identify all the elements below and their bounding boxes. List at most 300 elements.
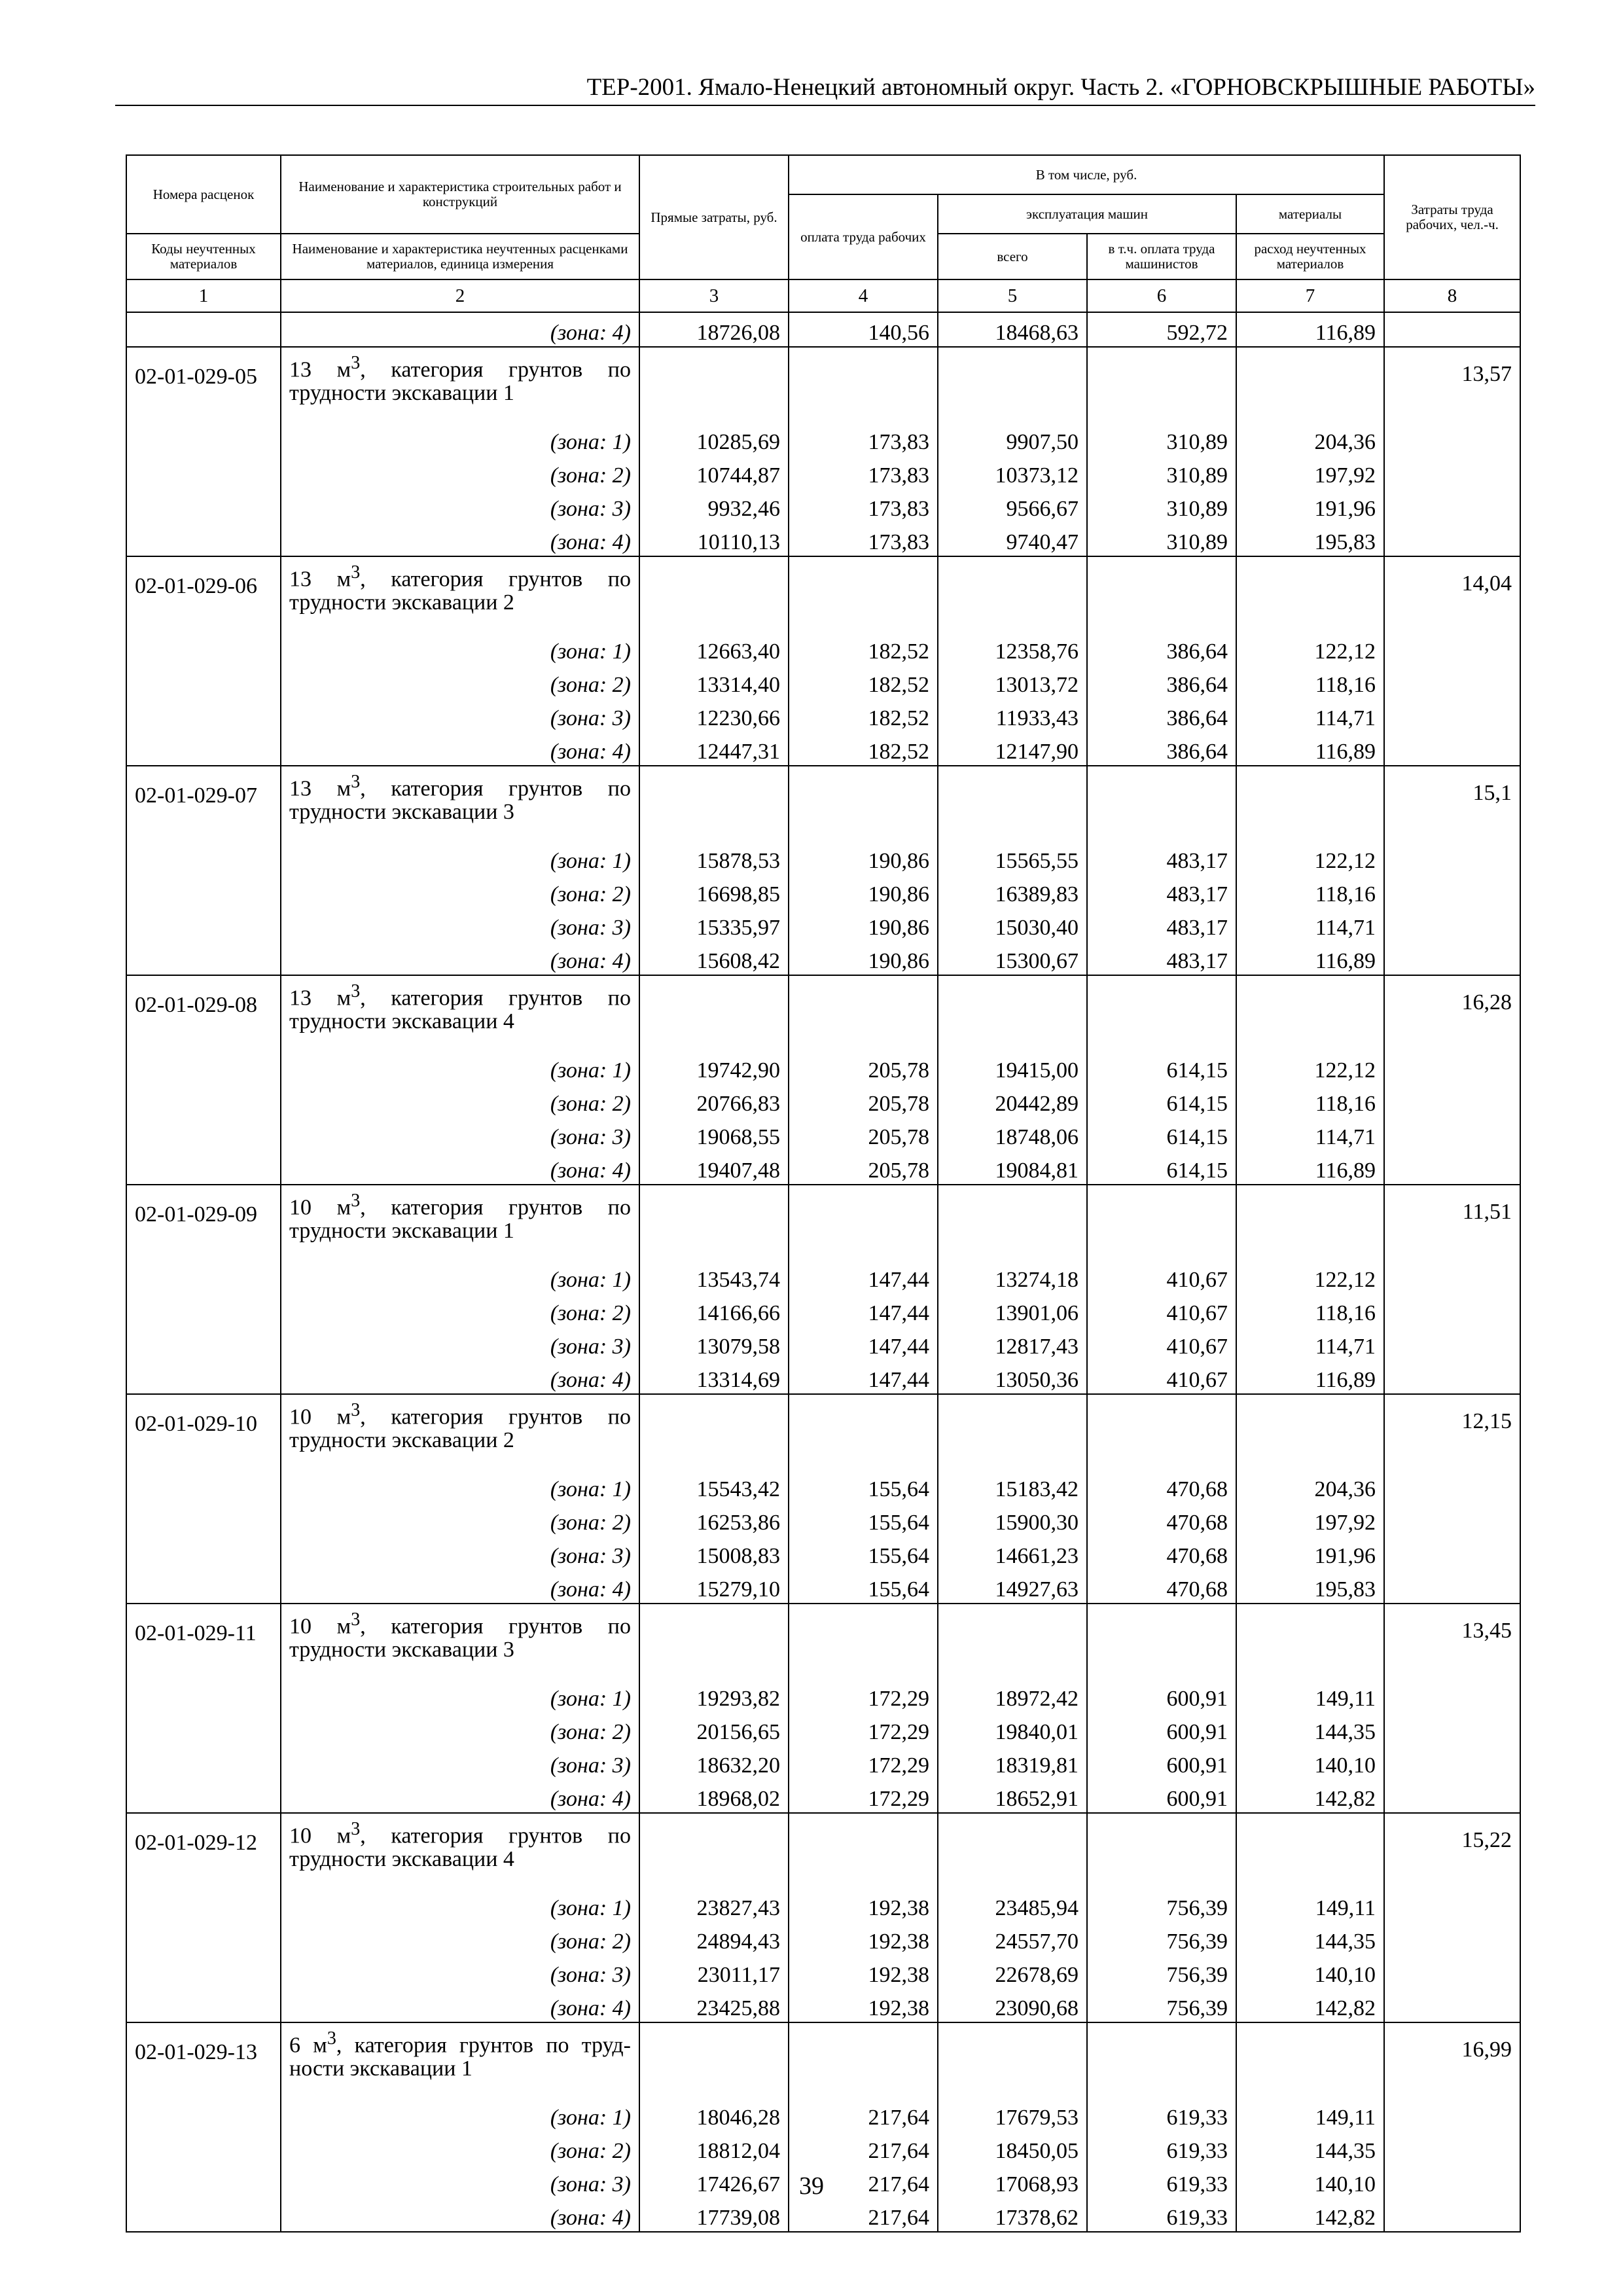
direct-costs-value: 16698,85 — [639, 874, 789, 908]
empty-cell — [1087, 975, 1236, 1050]
zone-label: (зона: 3) — [281, 1117, 639, 1151]
machines-total-value: 12358,76 — [938, 632, 1087, 665]
wages-value: 192,38 — [789, 1955, 938, 1988]
direct-costs-value: 15878,53 — [639, 841, 789, 874]
zone-row — [126, 1679, 1520, 1712]
labor-cell — [1384, 1779, 1520, 1813]
operator-wages-value: 619,33 — [1087, 2164, 1236, 2198]
materials-value: 142,82 — [1236, 2198, 1384, 2232]
header-work-name: Наименование и характеристика строительных работ и конструкций — [281, 155, 639, 234]
operator-wages-value: 410,67 — [1087, 1293, 1236, 1327]
work-description — [281, 766, 639, 841]
empty-cell — [1236, 347, 1384, 422]
zone-row — [126, 1503, 1520, 1536]
rate-code-cell — [126, 1293, 281, 1327]
operator-wages-value: 600,91 — [1087, 1779, 1236, 1813]
zone-label: (зона: 2) — [281, 1503, 639, 1536]
wages-value: 190,86 — [789, 941, 938, 975]
direct-costs-value: 16253,86 — [639, 1503, 789, 1536]
materials-value: 149,11 — [1236, 2098, 1384, 2131]
wages-value: 172,29 — [789, 1712, 938, 1746]
zone-row — [126, 1922, 1520, 1955]
empty-cell — [938, 766, 1087, 841]
description-text: , категория грунтов по трудности экскавации 2 — [289, 1405, 631, 1453]
labor-value: 14,04 — [1384, 556, 1520, 632]
wages-value: 182,52 — [789, 698, 938, 732]
rate-title-row — [126, 1185, 1520, 1260]
work-description — [281, 2022, 639, 2098]
volume-text: 10 м — [289, 1823, 351, 1848]
rate-code-cell — [126, 665, 281, 698]
page-number: 39 — [799, 2172, 824, 2200]
labor-cell — [1384, 1712, 1520, 1746]
rate-title-row — [126, 1604, 1520, 1679]
zone-row — [126, 874, 1520, 908]
empty-cell — [789, 975, 938, 1050]
zone-label: (зона: 1) — [281, 1050, 639, 1084]
direct-costs-value: 18726,08 — [639, 312, 789, 347]
labor-value: 15,22 — [1384, 1813, 1520, 1888]
zone-label: (зона: 4) — [281, 1360, 639, 1394]
empty-cell — [938, 347, 1087, 422]
wages-value: 205,78 — [789, 1050, 938, 1084]
machines-total-value: 14661,23 — [938, 1536, 1087, 1570]
empty-cell — [938, 1604, 1087, 1679]
rate-code-cell — [126, 2198, 281, 2232]
operator-wages-value: 310,89 — [1087, 422, 1236, 456]
wages-value: 217,64 — [789, 2164, 938, 2198]
header-including: В том числе, руб. — [789, 155, 1384, 194]
materials-value: 116,89 — [1236, 312, 1384, 347]
wages-value: 217,64 — [789, 2131, 938, 2164]
zone-row — [126, 908, 1520, 941]
direct-costs-value: 12230,66 — [639, 698, 789, 732]
direct-costs-value: 18968,02 — [639, 1779, 789, 1813]
operator-wages-value: 386,64 — [1087, 698, 1236, 732]
zone-label: (зона: 3) — [281, 1327, 639, 1360]
materials-value: 114,71 — [1236, 1117, 1384, 1151]
header-direct-costs: Прямые затраты, руб. — [639, 155, 789, 279]
labor-cell — [1384, 1570, 1520, 1604]
zone-row — [126, 1779, 1520, 1813]
work-description — [281, 1185, 639, 1260]
operator-wages-value: 600,91 — [1087, 1746, 1236, 1779]
direct-costs-value: 15008,83 — [639, 1536, 789, 1570]
carry-over-row — [126, 312, 1520, 347]
volume-exponent: 3 — [351, 562, 361, 583]
direct-costs-value: 15279,10 — [639, 1570, 789, 1604]
rate-title-row — [126, 556, 1520, 632]
machines-total-value: 13013,72 — [938, 665, 1087, 698]
labor-cell — [1384, 1117, 1520, 1151]
column-number: 1 — [126, 279, 281, 312]
volume-text: 13 м — [289, 567, 351, 592]
zone-label: (зона: 3) — [281, 489, 639, 522]
machines-total-value: 22678,69 — [938, 1955, 1087, 1988]
zone-label: (зона: 2) — [281, 874, 639, 908]
zone-row — [126, 1084, 1520, 1117]
materials-value: 204,36 — [1236, 1469, 1384, 1503]
zone-row — [126, 1888, 1520, 1922]
materials-value: 118,16 — [1236, 1293, 1384, 1327]
zone-label: (зона: 1) — [281, 422, 639, 456]
wages-value: 182,52 — [789, 665, 938, 698]
volume-text: 10 м — [289, 1405, 351, 1429]
wages-value: 155,64 — [789, 1469, 938, 1503]
wages-value: 147,44 — [789, 1293, 938, 1327]
zone-label: (зона: 1) — [281, 1260, 639, 1293]
zone-label: (зона: 4) — [281, 1570, 639, 1604]
empty-cell — [938, 1394, 1087, 1469]
rate-code-cell — [126, 732, 281, 766]
rate-code-cell — [126, 2098, 281, 2131]
zone-row — [126, 2131, 1520, 2164]
direct-costs-value: 12447,31 — [639, 732, 789, 766]
empty-cell — [1087, 1604, 1236, 1679]
operator-wages-value: 386,64 — [1087, 665, 1236, 698]
rate-code-cell — [126, 1570, 281, 1604]
operator-wages-value: 310,89 — [1087, 456, 1236, 489]
direct-costs-value: 17426,67 — [639, 2164, 789, 2198]
labor-cell — [1384, 1536, 1520, 1570]
materials-value: 140,10 — [1236, 2164, 1384, 2198]
zone-label: (зона: 2) — [281, 456, 639, 489]
volume-exponent: 3 — [351, 1191, 361, 1211]
description-text: , категория грунтов по трудности экскавации 4 — [289, 1823, 631, 1872]
zone-label: (зона: 3) — [281, 2164, 639, 2198]
empty-cell — [789, 766, 938, 841]
zone-row — [126, 698, 1520, 732]
labor-cell — [1384, 2131, 1520, 2164]
wages-value: 205,78 — [789, 1117, 938, 1151]
zone-row — [126, 1570, 1520, 1604]
table-header — [126, 155, 1520, 312]
wages-value: 172,29 — [789, 1679, 938, 1712]
labor-cell — [1384, 312, 1520, 347]
materials-value: 140,10 — [1236, 1955, 1384, 1988]
empty-cell — [789, 1813, 938, 1888]
empty-cell — [1236, 766, 1384, 841]
rate-title-row — [126, 975, 1520, 1050]
volume-text: 13 м — [289, 776, 351, 801]
direct-costs-value: 18812,04 — [639, 2131, 789, 2164]
machines-total-value: 9566,67 — [938, 489, 1087, 522]
labor-cell — [1384, 1746, 1520, 1779]
labor-cell — [1384, 1084, 1520, 1117]
labor-cell — [1384, 632, 1520, 665]
wages-value: 147,44 — [789, 1327, 938, 1360]
direct-costs-value: 19407,48 — [639, 1151, 789, 1185]
wages-value: 192,38 — [789, 1988, 938, 2022]
operator-wages-value: 619,33 — [1087, 2198, 1236, 2232]
zone-label: (зона: 4) — [281, 312, 639, 347]
work-description — [281, 975, 639, 1050]
wages-value: 173,83 — [789, 422, 938, 456]
labor-value: 13,57 — [1384, 347, 1520, 422]
zone-label: (зона: 3) — [281, 698, 639, 732]
volume-text: 13 м — [289, 986, 351, 1011]
zone-row — [126, 632, 1520, 665]
rate-code-cell — [126, 908, 281, 941]
rates-table — [126, 154, 1521, 2233]
labor-value: 15,1 — [1384, 766, 1520, 841]
rate-code-cell — [126, 1536, 281, 1570]
operator-wages-value: 386,64 — [1087, 632, 1236, 665]
wages-value: 190,86 — [789, 841, 938, 874]
wages-value: 217,64 — [789, 2098, 938, 2131]
zone-row — [126, 522, 1520, 556]
direct-costs-value: 10285,69 — [639, 422, 789, 456]
column-number: 8 — [1384, 279, 1520, 312]
rate-code: 02-01-029-08 — [126, 975, 281, 1050]
empty-cell — [1236, 2022, 1384, 2098]
machines-total-value: 12147,90 — [938, 732, 1087, 766]
wages-value: 173,83 — [789, 522, 938, 556]
labor-cell — [1384, 908, 1520, 941]
wages-value: 192,38 — [789, 1922, 938, 1955]
zone-label: (зона: 4) — [281, 2198, 639, 2232]
direct-costs-value: 23827,43 — [639, 1888, 789, 1922]
direct-costs-value: 13314,40 — [639, 665, 789, 698]
direct-costs-value: 15335,97 — [639, 908, 789, 941]
rate-code-cell — [126, 1327, 281, 1360]
zone-label: (зона: 4) — [281, 1151, 639, 1185]
machines-total-value: 23485,94 — [938, 1888, 1087, 1922]
operator-wages-value: 310,89 — [1087, 522, 1236, 556]
zone-row — [126, 1955, 1520, 1988]
rate-code-cell — [126, 522, 281, 556]
direct-costs-value: 23425,88 — [639, 1988, 789, 2022]
labor-cell — [1384, 1955, 1520, 1988]
labor-cell — [1384, 1327, 1520, 1360]
machines-total-value: 16389,83 — [938, 874, 1087, 908]
empty-cell — [1236, 975, 1384, 1050]
zone-label: (зона: 1) — [281, 1679, 639, 1712]
operator-wages-value: 483,17 — [1087, 841, 1236, 874]
volume-exponent: 3 — [351, 1400, 361, 1420]
zone-label: (зона: 3) — [281, 1955, 639, 1988]
wages-value: 147,44 — [789, 1260, 938, 1293]
zone-label: (зона: 1) — [281, 1888, 639, 1922]
column-number-row — [126, 279, 1520, 312]
table-body — [126, 312, 1520, 2232]
wages-value: 182,52 — [789, 732, 938, 766]
zone-row — [126, 2098, 1520, 2131]
empty-cell — [639, 347, 789, 422]
empty-cell — [938, 975, 1087, 1050]
labor-cell — [1384, 1469, 1520, 1503]
work-description — [281, 1394, 639, 1469]
machines-total-value: 15300,67 — [938, 941, 1087, 975]
rate-code-cell — [126, 1050, 281, 1084]
zone-row — [126, 1293, 1520, 1327]
materials-value: 122,12 — [1236, 632, 1384, 665]
wages-value: 205,78 — [789, 1084, 938, 1117]
materials-value: 191,96 — [1236, 489, 1384, 522]
rate-code-cell — [126, 1988, 281, 2022]
materials-value: 142,82 — [1236, 1988, 1384, 2022]
header-machines: эксплуатация машин — [938, 194, 1236, 234]
machines-total-value: 20442,89 — [938, 1084, 1087, 1117]
column-number: 5 — [938, 279, 1087, 312]
wages-value: 155,64 — [789, 1536, 938, 1570]
operator-wages-value: 470,68 — [1087, 1503, 1236, 1536]
zone-label: (зона: 4) — [281, 1779, 639, 1813]
operator-wages-value: 410,67 — [1087, 1260, 1236, 1293]
machines-total-value: 18450,05 — [938, 2131, 1087, 2164]
wages-value: 172,29 — [789, 1746, 938, 1779]
empty-cell — [639, 1185, 789, 1260]
operator-wages-value: 470,68 — [1087, 1536, 1236, 1570]
operator-wages-value: 592,72 — [1087, 312, 1236, 347]
empty-cell — [1236, 1394, 1384, 1469]
zone-label: (зона: 2) — [281, 1712, 639, 1746]
volume-exponent: 3 — [327, 2028, 336, 2049]
direct-costs-value: 15608,42 — [639, 941, 789, 975]
header-machines-total: всего — [938, 234, 1087, 279]
running-title: ТЕР-2001. Ямало-Ненецкий автономный округ. Часть 2. «ГОРНОВСКРЫШНЫЕ РАБОТЫ» — [586, 74, 1535, 101]
wages-value: 140,56 — [789, 312, 938, 347]
labor-cell — [1384, 422, 1520, 456]
machines-total-value: 13050,36 — [938, 1360, 1087, 1394]
machines-total-value: 17378,62 — [938, 2198, 1087, 2232]
materials-value: 116,89 — [1236, 941, 1384, 975]
operator-wages-value: 310,89 — [1087, 489, 1236, 522]
rate-code-cell — [126, 1469, 281, 1503]
volume-exponent: 3 — [351, 1819, 361, 1839]
machines-total-value: 19084,81 — [938, 1151, 1087, 1185]
description-text: , категория грунтов по трудности экскавации 4 — [289, 986, 631, 1034]
direct-costs-value: 18046,28 — [639, 2098, 789, 2131]
labor-cell — [1384, 665, 1520, 698]
machines-total-value: 18972,42 — [938, 1679, 1087, 1712]
machines-total-value: 24557,70 — [938, 1922, 1087, 1955]
direct-costs-value: 20156,65 — [639, 1712, 789, 1746]
description-text: , категория грунтов по трудности экскавации 2 — [289, 567, 631, 615]
machines-total-value: 18748,06 — [938, 1117, 1087, 1151]
volume-text: 10 м — [289, 1195, 351, 1220]
operator-wages-value: 386,64 — [1087, 732, 1236, 766]
direct-costs-value: 15543,42 — [639, 1469, 789, 1503]
rate-code-cell — [126, 422, 281, 456]
empty-cell — [1236, 556, 1384, 632]
header-rule — [115, 105, 1535, 106]
empty-cell — [639, 1394, 789, 1469]
direct-costs-value: 23011,17 — [639, 1955, 789, 1988]
operator-wages-value: 614,15 — [1087, 1050, 1236, 1084]
rate-code: 02-01-029-13 — [126, 2022, 281, 2098]
wages-value: 155,64 — [789, 1570, 938, 1604]
materials-value: 122,12 — [1236, 841, 1384, 874]
operator-wages-value: 483,17 — [1087, 874, 1236, 908]
direct-costs-value: 19068,55 — [639, 1117, 789, 1151]
zone-label: (зона: 2) — [281, 2131, 639, 2164]
empty-cell — [639, 556, 789, 632]
materials-value: 197,92 — [1236, 456, 1384, 489]
rate-title-row — [126, 766, 1520, 841]
header-wages: оплата труда рабочих — [789, 194, 938, 279]
materials-value: 116,89 — [1236, 1360, 1384, 1394]
column-number: 2 — [281, 279, 639, 312]
zone-label: (зона: 2) — [281, 1922, 639, 1955]
empty-cell — [789, 1185, 938, 1260]
empty-cell — [1087, 1185, 1236, 1260]
rate-code-cell — [126, 1922, 281, 1955]
labor-cell — [1384, 874, 1520, 908]
empty-cell — [1236, 1813, 1384, 1888]
rate-code-cell — [126, 1888, 281, 1922]
operator-wages-value: 756,39 — [1087, 1888, 1236, 1922]
operator-wages-value: 470,68 — [1087, 1570, 1236, 1604]
direct-costs-value: 14166,66 — [639, 1293, 789, 1327]
materials-value: 122,12 — [1236, 1050, 1384, 1084]
description-text: , категория грунтов по труд- ности экскавации 1 — [289, 2033, 631, 2081]
column-number: 7 — [1236, 279, 1384, 312]
rate-code-cell — [126, 1679, 281, 1712]
labor-cell — [1384, 1922, 1520, 1955]
rate-code-cell — [126, 1084, 281, 1117]
empty-cell — [639, 1813, 789, 1888]
materials-value: 118,16 — [1236, 874, 1384, 908]
machines-total-value: 13901,06 — [938, 1293, 1087, 1327]
wages-value: 190,86 — [789, 874, 938, 908]
header-materials: материалы — [1236, 194, 1384, 234]
labor-cell — [1384, 456, 1520, 489]
direct-costs-value: 24894,43 — [639, 1922, 789, 1955]
materials-value: 116,89 — [1236, 732, 1384, 766]
machines-total-value: 9740,47 — [938, 522, 1087, 556]
rate-code-cell — [126, 1746, 281, 1779]
operator-wages-value: 410,67 — [1087, 1327, 1236, 1360]
materials-value: 122,12 — [1236, 1260, 1384, 1293]
materials-value: 149,11 — [1236, 1679, 1384, 1712]
labor-cell — [1384, 1293, 1520, 1327]
empty-cell — [639, 1604, 789, 1679]
zone-label: (зона: 1) — [281, 2098, 639, 2131]
machines-total-value: 18652,91 — [938, 1779, 1087, 1813]
operator-wages-value: 470,68 — [1087, 1469, 1236, 1503]
labor-cell — [1384, 941, 1520, 975]
machines-total-value: 15565,55 — [938, 841, 1087, 874]
zone-row — [126, 456, 1520, 489]
zone-row — [126, 422, 1520, 456]
work-description — [281, 347, 639, 422]
column-number: 6 — [1087, 279, 1236, 312]
empty-cell — [938, 556, 1087, 632]
direct-costs-value: 19742,90 — [639, 1050, 789, 1084]
zone-row — [126, 1469, 1520, 1503]
operator-wages-value: 614,15 — [1087, 1117, 1236, 1151]
wages-value: 155,64 — [789, 1503, 938, 1536]
empty-cell — [1236, 1604, 1384, 1679]
rate-title-row — [126, 2022, 1520, 2098]
zone-row — [126, 1536, 1520, 1570]
direct-costs-value: 10110,13 — [639, 522, 789, 556]
zone-row — [126, 1260, 1520, 1293]
wages-value: 173,83 — [789, 489, 938, 522]
operator-wages-value: 600,91 — [1087, 1679, 1236, 1712]
empty-cell — [639, 2022, 789, 2098]
operator-wages-value: 483,17 — [1087, 908, 1236, 941]
rate-code-cell — [126, 1503, 281, 1536]
rate-title-row — [126, 1394, 1520, 1469]
machines-total-value: 17679,53 — [938, 2098, 1087, 2131]
labor-value: 12,15 — [1384, 1394, 1520, 1469]
wages-value: 190,86 — [789, 908, 938, 941]
direct-costs-value: 13314,69 — [639, 1360, 789, 1394]
rate-code-cell — [126, 1151, 281, 1185]
materials-value: 144,35 — [1236, 2131, 1384, 2164]
